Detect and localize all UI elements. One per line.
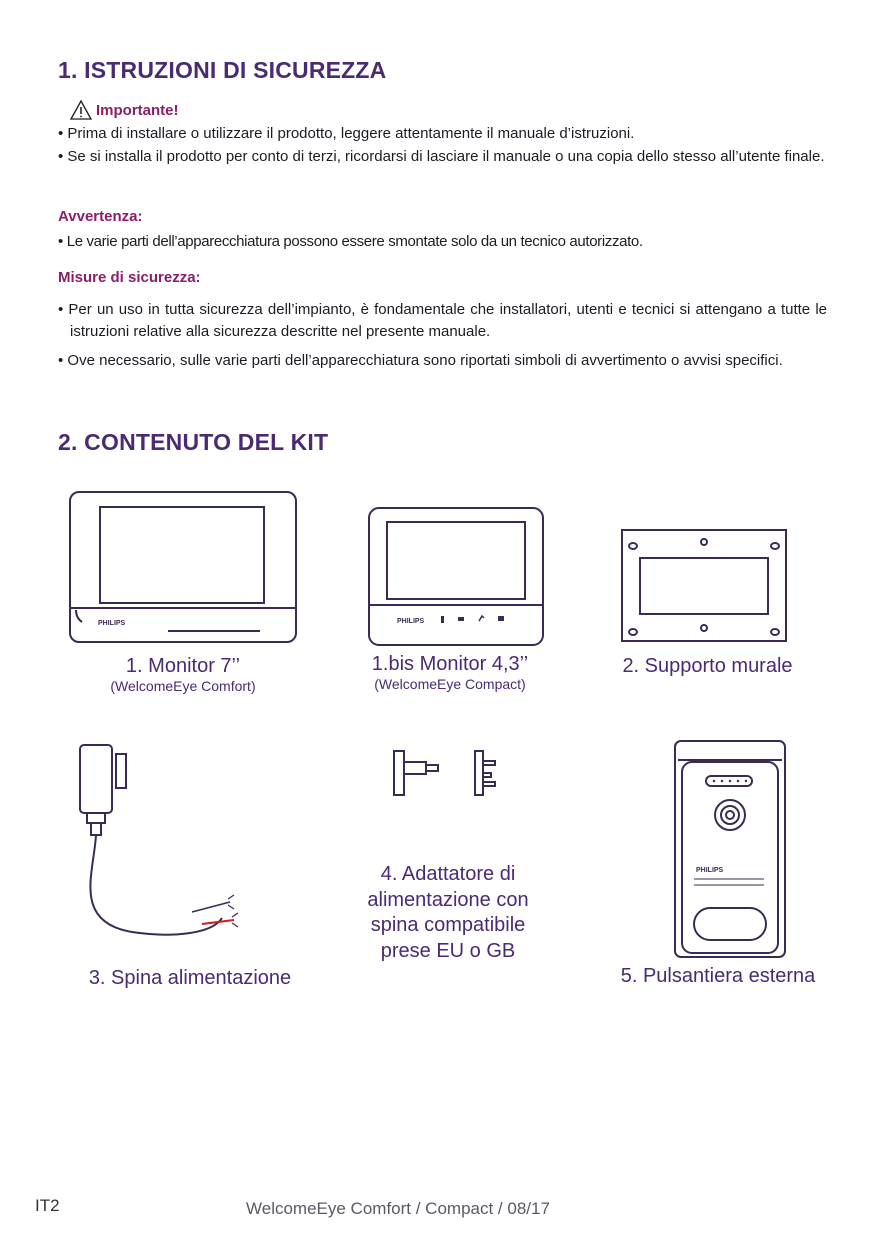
- safety-item-2: • Ove necessario, sulle varie parti dell’apparecchiatura sono riportati simboli di avvertimento o avvisi specifici.: [58, 352, 783, 369]
- important-item-1: • Prima di installare o utilizzare il prodotto, leggere attentamente il manuale d’istruzioni.: [58, 125, 635, 142]
- page-number: IT2: [35, 1196, 60, 1215]
- outdoor-panel-illustration: [672, 738, 788, 960]
- warning-item-1: • Le varie parti dell’apparecchiatura possono essere smontate solo da un tecnico autorizzato.: [58, 233, 643, 250]
- item-1bis-caption: [340, 653, 560, 692]
- monitor-43-brand: PHILIPS: [397, 618, 425, 625]
- important-heading: [70, 100, 179, 120]
- monitor-7-illustration: [68, 490, 298, 645]
- item-4-caption: 4. Adattatore di alimentazione con spina compatibile prese EU o GB: [367, 863, 529, 962]
- item-1-sub: (WelcomeEye Comfort): [110, 678, 256, 694]
- panel-brand: PHILIPS: [696, 867, 724, 874]
- item-1-caption: [68, 655, 298, 694]
- item-3-caption: 3. Spina alimentazione: [88, 967, 292, 989]
- item-2-caption: 2. Supporto murale: [622, 655, 793, 677]
- warning-triangle-icon: [70, 100, 92, 120]
- item-1bis-sub: (WelcomeEye Compact): [374, 676, 526, 692]
- power-supply-illustration: [72, 742, 252, 942]
- monitor-43-illustration: [367, 506, 545, 648]
- item-5-caption: 5. Pulsantiera esterna: [620, 965, 816, 987]
- safety-item-1: • Per un uso in tutta sicurezza dell’impianto, è fondamentale che installatori, utenti e tecnici si attengano a tutte le istruzioni relative alla sicurezza descritte nel presente manuale.: [58, 301, 827, 340]
- important-label: Importante!: [96, 101, 179, 119]
- warning-label: Avvertenza:: [58, 208, 143, 225]
- footer-doc-title: WelcomeEye Comfort / Compact / 08/17: [246, 1199, 550, 1218]
- safety-label: Misure di sicurezza:: [58, 269, 201, 286]
- important-item-2: • Se si installa il prodotto per conto di terzi, ricordarsi di lasciare il manuale o una copia dello stesso all’utente finale.: [58, 148, 825, 165]
- wall-bracket-illustration: [620, 528, 788, 643]
- section-2-title: 2. CONTENUTO DEL KIT: [58, 429, 329, 455]
- monitor-7-brand: PHILIPS: [98, 620, 126, 627]
- item-1bis-label: 1.bis Monitor 4,3’’: [371, 653, 529, 675]
- section-1-title: 1. ISTRUZIONI DI SICUREZZA: [58, 57, 387, 83]
- item-1-label: 1. Monitor 7’’: [125, 655, 241, 677]
- adapter-plugs-illustration: [392, 748, 507, 798]
